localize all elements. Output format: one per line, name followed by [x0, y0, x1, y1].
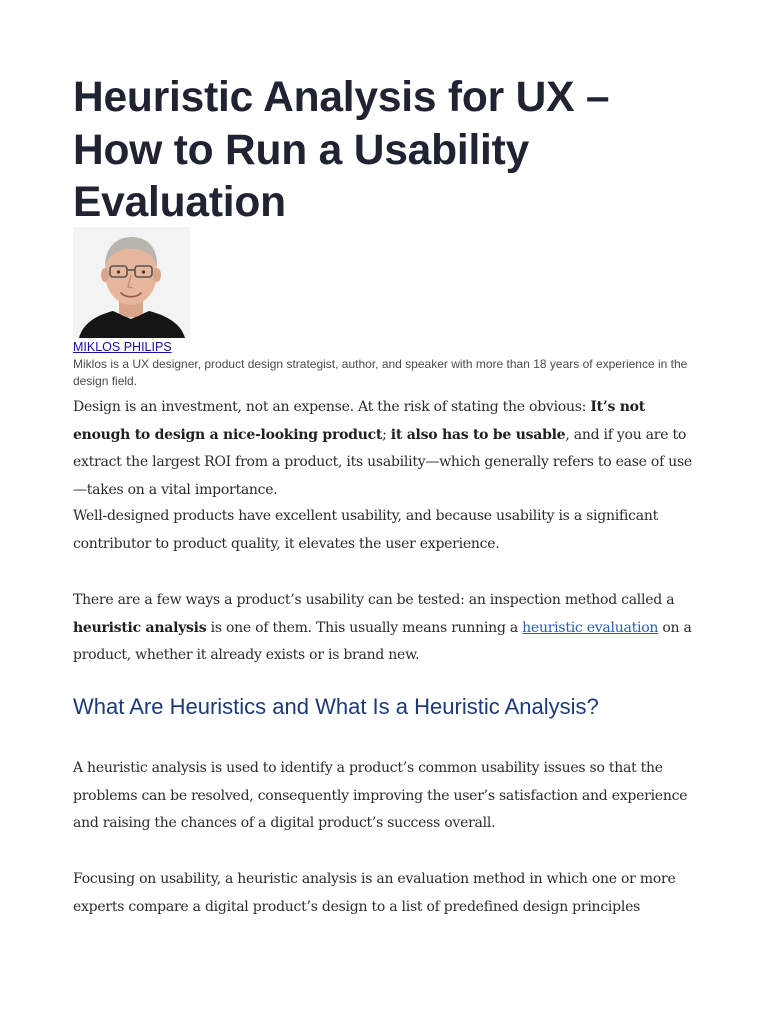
author-portrait-icon [73, 227, 190, 338]
intro-text-1: Design is an investment, not an expense. At the risk of stating the obvious: [73, 399, 591, 415]
ways-text-1: There are a few ways a product’s usability can be tested: an inspection method called a [73, 592, 675, 608]
testing-paragraph [73, 587, 698, 670]
intro-bold-2: it also has to be usable [390, 426, 566, 443]
heuristic-evaluation-link[interactable]: heuristic evaluation [522, 619, 659, 636]
intro-text-3: , and if you are to extract the largest ROI from a product, its usability—which generally refers to ease of use—takes on a vital importance. [73, 426, 692, 498]
ways-text-2: is one of them. This usually means running a [206, 619, 523, 636]
author-bio: Miklos is a UX designer, product design strategist, author, and speaker with more than 18 years of experience in the design field. [73, 357, 688, 388]
intro-bold-1: It’s not enough to design a nice-looking product [73, 399, 645, 443]
ways-bold: heuristic analysis [73, 619, 207, 636]
author-photo [73, 227, 190, 338]
author-name-link[interactable]: MIKLOS PHILIPS [73, 340, 172, 354]
usability-focus-paragraph: Focusing on usability, a heuristic analysis is an evaluation method in which one or more experts compare a digital product’s design to a list of predefined design principles [73, 871, 676, 915]
intro-paragraph [73, 394, 698, 504]
quality-paragraph: Well-designed products have excellent usability, and because usability is a significant contributor to product quality, it elevates the user experience. [73, 508, 658, 552]
analysis-definition-paragraph: A heuristic analysis is used to identify a product’s common usability issues so that the problems can be resolved, consequently improving the user’s satisfaction and experience and raising the chances of a digital product’s success overall. [73, 760, 688, 831]
article-title: Heuristic Analysis for UX – How to Run a Usability Evaluation [73, 74, 610, 226]
ways-text-3: on a product, whether it already exists or is brand new. [73, 619, 692, 663]
section-heading: What Are Heuristics and What Is a Heuristic Analysis? [73, 694, 599, 719]
intro-text-2: ; [382, 426, 391, 443]
